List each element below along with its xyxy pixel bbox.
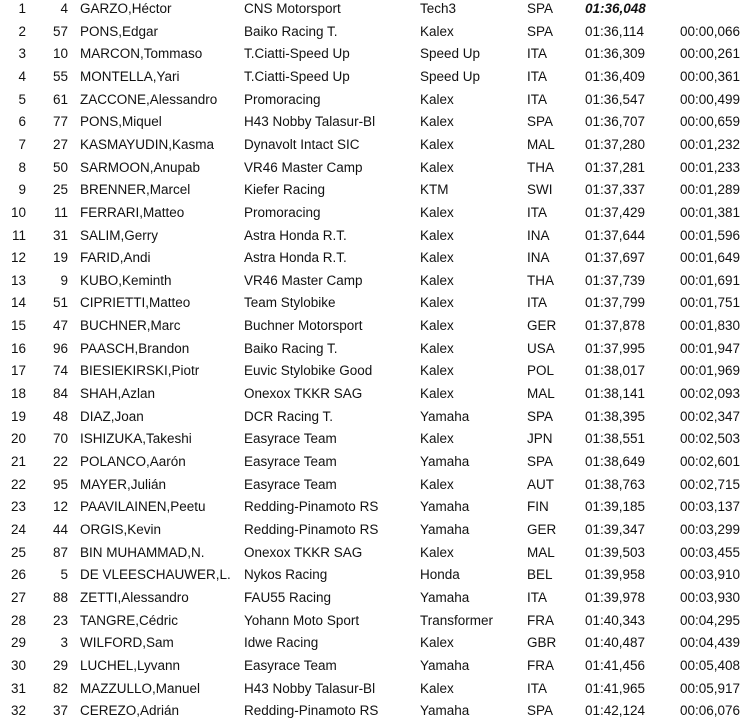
motorcycle-cell: Kalex (420, 250, 454, 266)
nation-cell: SPA (527, 1, 554, 16)
nation-cell: INA (527, 227, 550, 243)
rider-name-cell: WILFORD,Sam (80, 635, 174, 651)
rider-name-cell: ORGIS,Kevin (80, 521, 162, 537)
gap-cell: 00:03,910 (680, 567, 741, 583)
lap-time-cell: 01:36,309 (585, 46, 646, 62)
lap-time-cell: 01:39,958 (585, 567, 646, 583)
team-cell: Buchner Motorsport (244, 318, 363, 334)
team-cell: VR46 Master Camp (244, 272, 363, 288)
position-cell: 28 (10, 612, 26, 628)
nation-cell: GER (527, 318, 557, 334)
position-cell: 31 (10, 680, 26, 696)
nation-cell: SPA (527, 23, 554, 39)
rider-name-cell: GARZO,Héctor (80, 1, 172, 16)
motorcycle-cell: Honda (420, 567, 460, 583)
rider-number-cell: 19 (52, 250, 68, 266)
position-cell: 29 (10, 635, 26, 651)
rider-name-cell: PONS,Miquel (80, 114, 162, 130)
position-cell: 6 (18, 114, 26, 130)
motorcycle-cell: Yamaha (420, 408, 470, 424)
team-cell: Redding-Pinamoto RS (244, 499, 379, 515)
team-cell: Astra Honda R.T. (244, 250, 347, 266)
nation-cell: ITA (527, 46, 547, 62)
lap-time-cell: 01:37,337 (585, 182, 646, 198)
rider-number-cell: 51 (52, 295, 68, 311)
team-cell: Kiefer Racing (244, 182, 326, 198)
best-lap-time-cell: 01:36,048 (585, 1, 646, 16)
team-cell: H43 Nobby Talasur-Bl (244, 680, 376, 696)
lap-time-cell: 01:41,456 (585, 657, 646, 673)
nation-cell: FRA (527, 612, 554, 628)
table-row (0, 180, 756, 203)
team-cell: T.Ciatti-Speed Up (244, 46, 350, 62)
team-cell: Redding-Pinamoto RS (244, 521, 379, 537)
lap-time-cell: 01:37,697 (585, 250, 646, 266)
rider-name-cell: PAASCH,Brandon (80, 340, 190, 356)
position-cell: 16 (10, 340, 26, 356)
rider-name-cell: BIESIEKIRSKI,Piotr (80, 363, 200, 379)
position-cell: 32 (10, 703, 26, 719)
motorcycle-cell: Kalex (420, 386, 454, 402)
rider-name-cell: SARMOON,Anupab (80, 159, 201, 175)
rider-number-cell: 84 (52, 386, 68, 402)
gap-cell: 00:01,233 (680, 159, 741, 175)
rider-number-cell: 10 (52, 46, 68, 62)
position-cell: 22 (10, 476, 26, 492)
gap-cell: 00:00,066 (680, 23, 741, 39)
rider-name-cell: PONS,Edgar (80, 23, 159, 39)
motorcycle-cell: Kalex (420, 431, 454, 447)
team-cell: Idwe Racing (244, 635, 319, 651)
gap-cell: 00:03,930 (680, 589, 741, 605)
position-cell: 10 (10, 204, 26, 220)
table-row (0, 429, 756, 452)
rider-number-cell: 44 (52, 521, 68, 537)
nation-cell: AUT (527, 476, 554, 492)
nation-cell: MAL (527, 544, 555, 560)
gap-cell: 00:01,596 (680, 227, 741, 243)
motorcycle-cell: Speed Up (420, 46, 481, 62)
team-cell: H43 Nobby Talasur-Bl (244, 114, 376, 130)
team-cell: Promoracing (244, 204, 321, 220)
motorcycle-cell: Kalex (420, 114, 454, 130)
position-cell: 27 (10, 589, 26, 605)
table-row (0, 226, 756, 249)
table-row (0, 67, 756, 90)
nation-cell: JPN (527, 431, 553, 447)
gap-cell: 00:03,137 (680, 499, 741, 515)
table-row (0, 293, 756, 316)
motorcycle-cell: KTM (420, 182, 449, 198)
rider-name-cell: LUCHEL,Lyvann (80, 657, 181, 673)
nation-cell: SPA (527, 454, 554, 469)
rider-name-cell: ZETTI,Alessandro (80, 589, 189, 605)
team-cell: Yohann Moto Sport (244, 612, 360, 628)
nation-cell: MAL (527, 386, 555, 402)
table-row (0, 452, 756, 475)
position-cell: 3 (18, 46, 26, 62)
gap-cell: 00:01,969 (680, 363, 741, 379)
rider-number-cell: 25 (52, 182, 68, 198)
motorcycle-cell: Yamaha (420, 657, 470, 673)
lap-time-cell: 01:40,487 (585, 635, 646, 651)
lap-time-cell: 01:42,124 (585, 703, 646, 719)
table-row (0, 543, 756, 566)
motorcycle-cell: Yamaha (420, 521, 470, 537)
lap-time-cell: 01:36,114 (585, 23, 645, 39)
rider-name-cell: DE VLEESCHAUWER,L. (80, 567, 231, 583)
lap-time-cell: 01:37,280 (585, 136, 646, 152)
table-row (0, 44, 756, 67)
team-cell: Easyrace Team (244, 476, 337, 492)
gap-cell: 00:02,715 (680, 476, 741, 492)
rider-name-cell: DIAZ,Joan (80, 408, 144, 424)
gap-cell: 00:00,499 (680, 91, 741, 107)
table-row (0, 588, 756, 611)
table-row (0, 611, 756, 634)
nation-cell: SPA (527, 114, 554, 130)
motorcycle-cell: Kalex (420, 136, 454, 152)
rider-number-cell: 29 (52, 657, 68, 673)
team-cell: Baiko Racing T. (244, 23, 338, 39)
lap-time-cell: 01:36,547 (585, 91, 646, 107)
position-cell: 11 (11, 227, 26, 243)
motorcycle-cell: Kalex (420, 227, 454, 243)
team-cell: Euvic Stylobike Good (244, 363, 373, 379)
position-cell: 15 (10, 318, 26, 334)
table-row (0, 520, 756, 543)
rider-name-cell: SALIM,Gerry (80, 227, 159, 243)
lap-time-cell: 01:37,644 (585, 227, 646, 243)
motorcycle-cell: Kalex (420, 476, 454, 492)
rider-number-cell: 88 (52, 589, 68, 605)
table-row (0, 384, 756, 407)
motorcycle-cell: Yamaha (420, 454, 470, 469)
motorcycle-cell: Kalex (420, 204, 454, 220)
gap-cell: 00:05,917 (680, 680, 741, 696)
rider-number-cell: 74 (52, 363, 68, 379)
rider-number-cell: 4 (60, 1, 68, 16)
table-row (0, 248, 756, 271)
lap-time-cell: 01:36,707 (585, 114, 646, 130)
gap-cell: 00:04,439 (680, 635, 741, 651)
position-cell: 2 (18, 23, 26, 39)
team-cell: DCR Racing T. (244, 408, 334, 424)
rider-number-cell: 5 (60, 567, 68, 583)
position-cell: 14 (10, 295, 26, 311)
rider-number-cell: 9 (60, 272, 68, 288)
gap-cell: 00:03,299 (680, 521, 741, 537)
rider-name-cell: PAAVILAINEN,Peetu (80, 499, 206, 515)
table-row (0, 656, 756, 679)
nation-cell: ITA (527, 680, 547, 696)
gap-cell: 00:02,601 (680, 454, 741, 469)
rider-number-cell: 11 (53, 204, 68, 220)
gap-cell: 00:01,381 (680, 204, 741, 220)
rider-number-cell: 96 (52, 340, 68, 356)
rider-name-cell: SHAH,Azlan (80, 386, 156, 402)
position-cell: 9 (18, 182, 26, 198)
table-row (0, 701, 756, 724)
nation-cell: INA (527, 250, 550, 266)
rider-name-cell: FERRARI,Matteo (80, 204, 185, 220)
position-cell: 24 (10, 521, 26, 537)
table-row (0, 271, 756, 294)
nation-cell: SWI (527, 182, 553, 198)
nation-cell: ITA (527, 204, 547, 220)
lap-time-cell: 01:37,281 (585, 159, 646, 175)
lap-time-cell: 01:37,878 (585, 318, 646, 334)
rider-name-cell: ISHIZUKA,Takeshi (80, 431, 192, 447)
gap-cell: 00:01,232 (680, 136, 741, 152)
table-row (0, 497, 756, 520)
position-cell: 4 (18, 68, 26, 84)
rider-name-cell: CIPRIETTI,Matteo (80, 295, 191, 311)
nation-cell: ITA (527, 91, 547, 107)
lap-time-cell: 01:38,141 (585, 386, 646, 402)
lap-time-cell: 01:38,395 (585, 408, 646, 424)
rider-number-cell: 3 (60, 635, 68, 651)
team-cell: Redding-Pinamoto RS (244, 703, 379, 719)
nation-cell: ITA (527, 68, 547, 84)
table-row (0, 90, 756, 113)
gap-cell: 00:01,947 (680, 340, 741, 356)
rider-number-cell: 37 (52, 703, 68, 719)
motorcycle-cell: Yamaha (420, 499, 470, 515)
motorcycle-cell: Yamaha (420, 589, 470, 605)
lap-time-cell: 01:37,799 (585, 295, 646, 311)
position-cell: 18 (10, 386, 26, 402)
team-cell: Onexox TKKR SAG (244, 544, 363, 560)
team-cell: Promoracing (244, 91, 321, 107)
gap-cell: 00:03,455 (680, 544, 741, 560)
motorcycle-cell: Kalex (420, 544, 454, 560)
gap-cell: 00:01,649 (680, 250, 741, 266)
gap-cell: 00:04,295 (680, 612, 741, 628)
team-cell: Nykos Racing (244, 567, 328, 583)
position-cell: 23 (10, 499, 26, 515)
nation-cell: MAL (527, 136, 555, 152)
motorcycle-cell: Tech3 (420, 1, 457, 16)
lap-time-cell: 01:40,343 (585, 612, 646, 628)
position-cell: 1 (18, 1, 26, 16)
lap-time-cell: 01:37,995 (585, 340, 646, 356)
motorcycle-cell: Kalex (420, 363, 454, 379)
table-row (0, 633, 756, 656)
team-cell: Easyrace Team (244, 657, 337, 673)
position-cell: 30 (10, 657, 26, 673)
rider-number-cell: 12 (52, 499, 68, 515)
table-row (0, 679, 756, 702)
motorcycle-cell: Kalex (420, 295, 454, 311)
nation-cell: THA (527, 272, 554, 288)
gap-cell: 00:06,076 (680, 703, 741, 719)
position-cell: 17 (10, 363, 26, 379)
lap-time-cell: 01:39,185 (585, 499, 646, 515)
table-row (0, 339, 756, 362)
motorcycle-cell: Kalex (420, 340, 454, 356)
nation-cell: POL (527, 363, 555, 379)
team-cell: Onexox TKKR SAG (244, 386, 363, 402)
rider-name-cell: BIN MUHAMMAD,N. (80, 544, 205, 560)
nation-cell: SPA (527, 703, 554, 719)
lap-time-cell: 01:38,551 (585, 431, 646, 447)
position-cell: 7 (18, 136, 26, 152)
table-row (0, 0, 756, 22)
position-cell: 13 (10, 272, 26, 288)
rider-name-cell: POLANCO,Aarón (80, 454, 186, 469)
lap-time-cell: 01:37,429 (585, 204, 646, 220)
nation-cell: USA (527, 340, 555, 356)
position-cell: 19 (10, 408, 26, 424)
motorcycle-cell: Kalex (420, 318, 454, 334)
rider-name-cell: ZACCONE,Alessandro (80, 91, 218, 107)
rider-number-cell: 48 (52, 408, 68, 424)
motorcycle-cell: Kalex (420, 23, 454, 39)
lap-time-cell: 01:37,739 (585, 272, 646, 288)
gap-cell: 00:00,361 (680, 68, 741, 84)
table-row (0, 135, 756, 158)
table-row (0, 316, 756, 339)
gap-cell: 00:00,261 (680, 46, 741, 62)
table-row (0, 22, 756, 45)
rider-name-cell: KUBO,Keminth (80, 272, 172, 288)
nation-cell: FRA (527, 657, 554, 673)
motorcycle-cell: Kalex (420, 680, 454, 696)
rider-number-cell: 27 (52, 136, 68, 152)
rider-number-cell: 70 (52, 431, 68, 447)
rider-name-cell: KASMAYUDIN,Kasma (80, 136, 215, 152)
lap-time-cell: 01:38,763 (585, 476, 646, 492)
rider-name-cell: FARID,Andi (80, 250, 151, 266)
motorcycle-cell: Kalex (420, 159, 454, 175)
gap-cell: 00:02,347 (680, 408, 741, 424)
table-row (0, 203, 756, 226)
rider-name-cell: MAYER,Julián (80, 476, 167, 492)
gap-cell: 00:01,751 (680, 295, 741, 311)
team-cell: Dynavolt Intact SIC (244, 136, 360, 152)
gap-cell: 00:05,408 (680, 657, 741, 673)
team-cell: Easyrace Team (244, 431, 337, 447)
gap-cell: 00:01,289 (680, 182, 741, 198)
rider-number-cell: 95 (52, 476, 68, 492)
rider-name-cell: MAZZULLO,Manuel (80, 680, 201, 696)
position-cell: 12 (10, 250, 26, 266)
motorcycle-cell: Speed Up (420, 68, 481, 84)
nation-cell: GER (527, 521, 557, 537)
team-cell: Baiko Racing T. (244, 340, 338, 356)
table-row (0, 158, 756, 181)
team-cell: VR46 Master Camp (244, 159, 363, 175)
lap-time-cell: 01:38,017 (585, 363, 646, 379)
rider-number-cell: 82 (52, 680, 68, 696)
rider-name-cell: MARCON,Tommaso (80, 46, 203, 62)
table-row (0, 475, 756, 498)
position-cell: 8 (18, 159, 26, 175)
rider-name-cell: TANGRE,Cédric (80, 612, 179, 628)
table-row (0, 565, 756, 588)
motorcycle-cell: Kalex (420, 635, 454, 651)
rider-number-cell: 47 (52, 318, 68, 334)
lap-time-cell: 01:36,409 (585, 68, 646, 84)
lap-time-cell: 01:39,978 (585, 589, 646, 605)
nation-cell: FIN (527, 499, 549, 515)
nation-cell: THA (527, 159, 554, 175)
rider-number-cell: 50 (52, 159, 68, 175)
position-cell: 21 (10, 454, 26, 469)
nation-cell: GBR (527, 635, 557, 651)
rider-name-cell: CEREZO,Adrián (80, 703, 180, 719)
rider-name-cell: MONTELLA,Yari (80, 68, 180, 84)
gap-cell: 00:00,659 (680, 114, 741, 130)
nation-cell: SPA (527, 408, 554, 424)
rider-name-cell: BUCHNER,Marc (80, 318, 181, 334)
rider-number-cell: 87 (52, 544, 68, 560)
table-row (0, 112, 756, 135)
motorcycle-cell: Yamaha (420, 703, 470, 719)
nation-cell: BEL (527, 567, 553, 583)
position-cell: 25 (10, 544, 26, 560)
team-cell: T.Ciatti-Speed Up (244, 68, 350, 84)
lap-time-cell: 01:39,503 (585, 544, 646, 560)
nation-cell: ITA (527, 295, 547, 311)
position-cell: 5 (18, 91, 26, 107)
motorcycle-cell: Kalex (420, 91, 454, 107)
team-cell: FAU55 Racing (244, 589, 332, 605)
table-row (0, 361, 756, 384)
rider-number-cell: 31 (52, 227, 68, 243)
rider-number-cell: 23 (52, 612, 68, 628)
team-cell: Easyrace Team (244, 454, 337, 469)
rider-number-cell: 61 (52, 91, 68, 107)
position-cell: 26 (10, 567, 26, 583)
gap-cell: 00:01,830 (680, 318, 741, 334)
rider-number-cell: 77 (52, 114, 68, 130)
rider-number-cell: 57 (52, 23, 68, 39)
gap-cell: 00:01,691 (680, 272, 741, 288)
motorcycle-cell: Transformer (420, 612, 494, 628)
lap-time-cell: 01:41,965 (585, 680, 646, 696)
rider-number-cell: 22 (52, 454, 68, 469)
team-cell: CNS Motorsport (244, 1, 341, 16)
lap-time-cell: 01:39,347 (585, 521, 646, 537)
nation-cell: ITA (527, 589, 547, 605)
position-cell: 20 (10, 431, 26, 447)
rider-name-cell: BRENNER,Marcel (80, 182, 191, 198)
team-cell: Astra Honda R.T. (244, 227, 347, 243)
lap-time-cell: 01:38,649 (585, 454, 646, 469)
team-cell: Team Stylobike (244, 295, 336, 311)
motorcycle-cell: Kalex (420, 272, 454, 288)
gap-cell: 00:02,093 (680, 386, 741, 402)
table-row (0, 407, 756, 430)
rider-number-cell: 55 (52, 68, 68, 84)
gap-cell: 00:02,503 (680, 431, 741, 447)
